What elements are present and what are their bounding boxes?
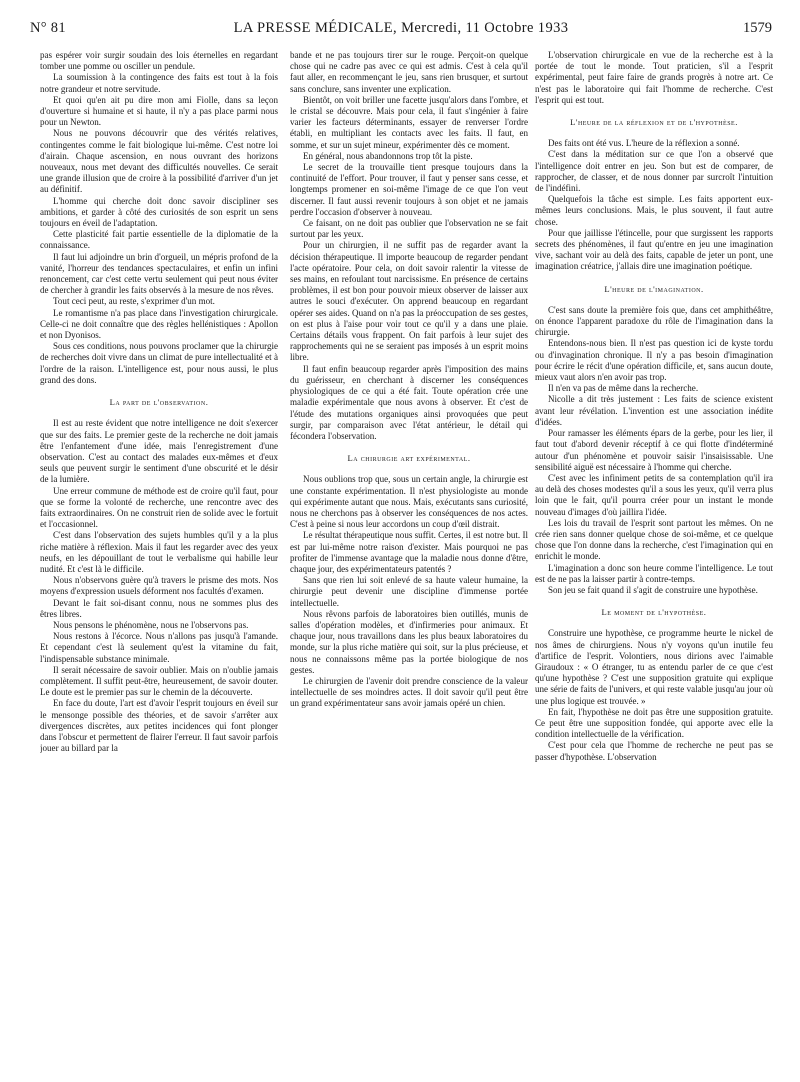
- column-3: [535, 50, 773, 1080]
- paragraph: Des faits ont été vus. L'heure de la réflexion a sonné.: [548, 138, 740, 149]
- paragraph: Il n'en va pas de même dans la recherche.: [548, 383, 699, 394]
- paragraph: Nous rêvons parfois de laboratoires bien outillés, munis de salles d'opération modèles, et d'infirmeries pour animaux. Et chaque jour, nous travaillons dans les plus beaux laboratoires du monde, sur la plus riche matière qui soit, sur la plus précieuse, et nous ne connaissons même pas la portée biologique de nos gestes.: [290, 608, 528, 675]
- paragraph: C'est sans doute la première fois que, dans cet amphithéâtre, on énonce l'apparent paradoxe du rôle de l'imagination dans la chirurgie.: [535, 304, 773, 338]
- section-heading: Le moment de l'hypothèse.: [601, 607, 707, 618]
- paragraph: L'observation chirurgicale en vue de la recherche est à la portée de tout le monde. Tout praticien, s'il a l'esprit expérimental, peut faire faire de grands progrès à notre art. Ce n'est pas le laboratoire qui fait l'homme de recherche. C'est l'esprit qui est tout.: [535, 50, 773, 105]
- section-heading: L'heure de l'imagination.: [604, 283, 704, 294]
- page-number: 1579: [743, 20, 772, 36]
- section-heading: L'heure de la réflexion et de l'hypothèse.: [570, 117, 738, 128]
- paragraph: Entendons-nous bien. Il n'est pas question ici de kyste tordu ou d'invagination chronique. Il n'y a pas besoin d'imagination pour écrire le récit d'une opération difficile, et, sans aucun doute, mieux vaut alors n'en avoir pas trop.: [535, 338, 773, 383]
- paragraph: En général, nous abandonnons trop tôt la piste.: [303, 150, 473, 161]
- section-heading: La chirurgie art expérimental.: [347, 453, 471, 464]
- paragraph: Pour que jaillisse l'étincelle, pour que surgissent les rapports secrets des phénomènes, il faut qu'entre en jeu une imagination vive, sachant voir au delà des faits, capable de jeter un pont, une imagination créatrice, j'allais dire une imagination poétique.: [535, 227, 773, 272]
- paragraph: Le résultat thérapeutique nous suffit. Certes, il est notre but. Il est par lui-même notre raison d'exister. Mais pourquoi ne pas profiter de l'immense avantage que la maladie nous donne d'être, chaque jour, des expérimentateurs patentés ?: [290, 530, 528, 574]
- paragraph: Une erreur commune de méthode est de croire qu'il faut, pour que se forme la volonté de recherche, une rencontre avec des faits extraordinaires. On ne construit rien de solide avec le fortuit et l'occasionnel.: [40, 485, 278, 530]
- section-heading: La part de l'observation.: [109, 397, 209, 408]
- paragraph: Quelquefois la tâche est simple. Les faits apportent eux-mêmes leurs conclusions. Mais, le plus souvent, il faut autre chose.: [535, 194, 773, 227]
- paragraph: La soumission à la contingence des faits est tout à la fois notre grandeur et notre servitude.: [40, 72, 278, 94]
- paragraph: Nous oublions trop que, sous un certain angle, la chirurgie est une constante expérimentation. Il n'est physiologiste au monde qui expérimente autant que nous. Mais, exécutants sans curiosité, nous ne cherchons pas à observer les conséquences de nos actes. C'est à peine si nous leur accordons un coup d'œil distrait.: [290, 474, 528, 530]
- column-2: [290, 50, 528, 1080]
- paragraph: Ce faisant, on ne doit pas oublier que l'observation ne se fait surtout par les yeux.: [290, 218, 528, 240]
- paragraph: Le secret de la trouvaille tient presque toujours dans la continuité de l'effort. Pour trouver, il faut y penser sans cesse, et longtemps promener en soi-même l'image de ce que l'on veut discerner. Il faut aussi revenir toujours à son objet et ne jamais perdre l'occasion d'observer à nouveau.: [290, 162, 528, 217]
- paragraph: En fait, l'hypothèse ne doit pas être une supposition gratuite. Ce peut être une supposition fondée, qui apporte avec elle la condition intellectuelle de la vérification.: [535, 706, 773, 740]
- paragraph: C'est avec les infiniment petits de sa contemplation qu'il ira au delà des choses modestes qu'il a sous les yeux, qu'il verra plus loin que le fait, qu'il pourra créer pour un instant le monde nouveau d'images d'où jaillira l'idée.: [535, 472, 773, 517]
- paragraph: Sans que rien lui soit enlevé de sa haute valeur humaine, la chirurgie peut devenir une discipline d'immense portée intellectuelle.: [290, 575, 528, 608]
- running-header: [30, 20, 772, 46]
- paragraph: Construire une hypothèse, ce programme heurte le nickel de nos âmes de chirurgiens. Nous n'y voyons qu'un inutile feu d'artifice de l'esprit. Volontiers, nous dirions avec l'aimable Giraudoux : « O étranger, tu as entendu parler de ce que c'est qu'une hypothèse ? C'est une supposition gratuite qui explique une série de faits de l'univers, et qui reste valable jusqu'au jour où une plus logique est trouvée. »: [535, 628, 773, 706]
- paragraph: Pour un chirurgien, il ne suffit pas de regarder avant la décision thérapeutique. Il importe beaucoup de regarder pendant l'acte opératoire. Pour cela, on doit savoir ralentir la vitesse de ses mains, en refoulant tout narcissisme. En présence de certains problèmes, il est bon pour pouvoir mieux observer de laisser aux autres le souci d'exécuter. On apprend beaucoup en regardant opérer ses aides. Quand on n'a pas la préoccupation de ses gestes, on est plus à l'aise pour voir tout ce qu'il y a dans une plaie. Certains détails vous frappent. On fait parfois à leur sujet des rapprochements qui ne se seraient pas imposés à un esprit moins libre.: [290, 240, 528, 363]
- paragraph: Sous ces conditions, nous pouvons proclamer que la chirurgie de recherches doit vivre dans un climat de pure intellectualité et à l'ordre de la raison. L'intelligence est, pour nous aussi, le plus grand des dons.: [40, 341, 278, 385]
- paragraph: Le romantisme n'a pas place dans l'investigation chirurgicale. Celle-ci ne doit connaître que des règles hellénistiques : Apollon et non Dyonisos.: [40, 307, 278, 341]
- paragraph: Il est au reste évident que notre intelligence ne doit s'exercer que sur des faits. Le premier geste de la recherche ne doit jamais être l'enfantement d'une idée, mais l'enregistrement d'une observation. C'est au contact des malades eux-mêmes et d'eux seuls que peuvent surgir le sentiment d'une obscurité et le désir de la lumière.: [40, 418, 278, 485]
- column-1: [40, 50, 278, 1080]
- paragraph: L'homme qui cherche doit donc savoir discipliner ses ambitions, et garder à côté des curiosités de son esprit un sens toujours en éveil de l'adaptation.: [40, 195, 278, 229]
- paragraph: Nous ne pouvons découvrir que des vérités relatives, contingentes comme le fait biologique lui-même. C'est notre loi d'airain. Chaque ascension, en nous ouvrant des horizons nouveaux, nous met devant des difficultés nouvelles. Ce serait une grande illusion que de croire à la possibilité d'arriver d'un jet au définitif.: [40, 128, 278, 195]
- issue-number: N° 81: [30, 20, 66, 36]
- paragraph: Le chirurgien de l'avenir doit prendre conscience de la valeur intellectuelle de ses moindres actes. Il doit savoir qu'il peut être un grand expérimentateur sans avoir jamais opéré un chien.: [290, 675, 528, 709]
- paragraph: En face du doute, l'art est d'avoir l'esprit toujours en éveil sur le mensonge possible des théories, et de savoir s'arrêter aux divergences discrètes, aux petites incidences qui font plonger dans l'obscur et permettent de flairer l'erreur. Il faut savoir parfois jouer au billard par la: [40, 698, 278, 754]
- paragraph: bande et ne pas toujours tirer sur le rouge. Perçoit-on quelque chose qui ne cadre pas avec ce qui est admis. C'est à cela qu'il faut aller, en recommençant le jeu, sans rien brusquer, et surtout sans conclure, sans inventer une explication.: [290, 50, 528, 94]
- paragraph: Devant le fait soi-disant connu, nous ne sommes plus des êtres libres.: [40, 597, 278, 619]
- paragraph: Nicolle a dit très justement : Les faits de science existent avant leur révélation. L'invention est une association inédite d'idées.: [535, 394, 773, 427]
- paragraph: Il serait nécessaire de savoir oublier. Mais on n'oublie jamais complètement. Il suffit peut-être, heureusement, de savoir douter. Le doute est le premier pas sur le chemin de la découverte.: [40, 664, 278, 698]
- paragraph: Bientôt, on voit briller une facette jusqu'alors dans l'ombre, et le cristal se découvre. Mais pour cela, il faut s'ingénier à faire varier les facteurs déterminants, essayer de renverser l'ordre établi, en multipliant les contacts avec les faits. Il faut, en somme, et sur un sujet mineur, expérimenter dès ce moment.: [290, 94, 528, 150]
- journal-title: LA PRESSE MÉDICALE, Mercredi, 11 Octobre 1933: [233, 20, 569, 36]
- paragraph: Nous n'observons guère qu'à travers le prisme des mots. Nos moyens d'expression usuels déforment nos facultés d'examen.: [40, 575, 278, 597]
- paragraph: Et quoi qu'en ait pu dire mon ami Fiolle, dans sa leçon d'ouverture si humaine et si haute, il n'y a pas place parmi nous pour un Newton.: [40, 94, 278, 128]
- paragraph: Il faut enfin beaucoup regarder après l'imposition des mains du guérisseur, en cherchant à discerner les conséquences physiologiques de ce qui a été fait. Toute opération crée une maladie expérimentale que nous avons à observer. Et c'est de l'étude des mutations organiques ainsi provoquées que peut surgir, par comparaison avec l'état antérieur, le détail qui fécondera l'observation.: [290, 363, 528, 441]
- paragraph: Tout ceci peut, au reste, s'exprimer d'un mot.: [53, 296, 215, 307]
- paragraph: Il faut lui adjoindre un brin d'orgueil, un mépris profond de la vanité, l'horreur des tendances spectaculaires, et enfin un infini renoncement, car c'est cette vertu seulement qui peut nous éviter de chercher à grandir les faits observés à la mesure de nos rêves.: [40, 251, 278, 296]
- paragraph: Pour ramasser les éléments épars de la gerbe, pour les lier, il faut tout d'abord devenir réceptif à ce qui flotte d'indéterminé autour d'un phénomène et pouvoir saisir l'insaisissable. Une sensibilité aiguë est nécessaire à l'homme qui cherche.: [535, 428, 773, 472]
- paragraph: C'est dans l'observation des sujets humbles qu'il y a la plus riche matière à réflexion. Mais il faut les regarder avec des yeux neufs, en les dépouillant de tout le verbalisme qui habille leur nudité. Et c'est là le difficile.: [40, 530, 278, 574]
- paragraph: Cette plasticité fait partie essentielle de la diplomatie de la connaissance.: [40, 229, 278, 251]
- paragraph: Nous restons à l'écorce. Nous n'allons pas jusqu'à l'amande. Et cependant c'est là seulement qu'est la vitamine du fait, l'indispensable substance minimale.: [40, 631, 278, 664]
- paragraph: L'imagination a donc son heure comme l'intelligence. Le tout est de ne pas la laisser partir à contre-temps.: [535, 562, 773, 584]
- paragraph: Nous pensons le phénomène, nous ne l'observons pas.: [53, 619, 249, 630]
- paragraph: C'est pour cela que l'homme de recherche ne peut pas se passer d'hypothèse. L'observation: [535, 740, 773, 762]
- paragraph: pas espérer voir surgir soudain des lois éternelles en regardant tomber une pomme ou osciller un pendule.: [40, 50, 278, 72]
- paragraph: Son jeu se fait quand il s'agit de construire une hypothèse.: [548, 584, 758, 595]
- paragraph: C'est dans la méditation sur ce que l'on a observé que l'intelligence doit entrer en jeu. Son but est de comparer, de rapprocher, de classer, et de nous donner par surcroît l'intuition de l'indéfini.: [535, 149, 773, 194]
- paragraph: Les lois du travail de l'esprit sont partout les mêmes. On ne crée rien sans donner quelque chose de soi-même, et ce quelque chose que l'on donne dans la recherche, c'est l'imagination qui en enrichit le monde.: [535, 517, 773, 562]
